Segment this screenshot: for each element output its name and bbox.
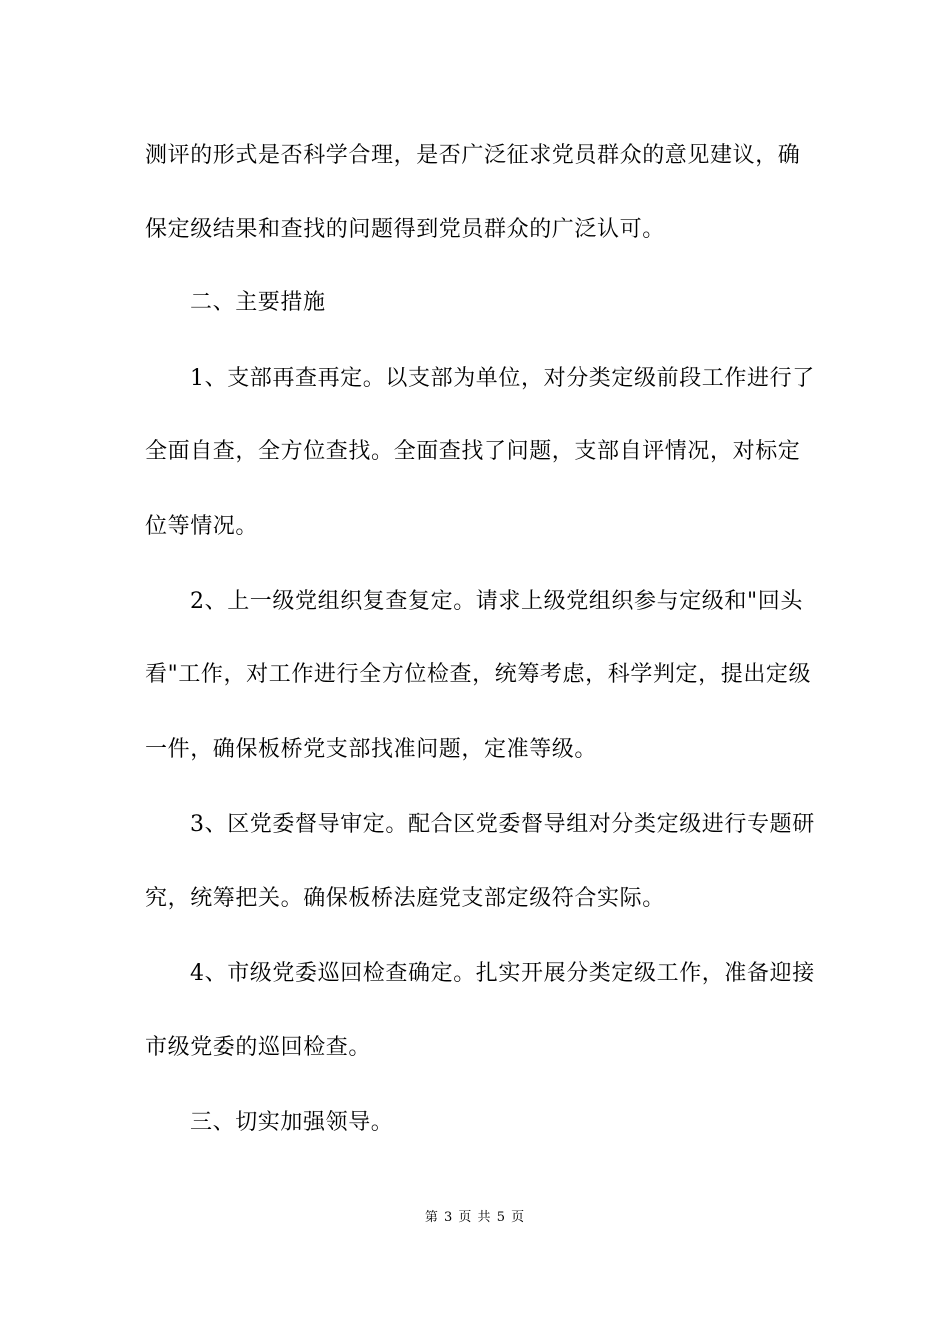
body-text-line: 2、上一级党组织复查复定。请求上级党组织参与定级和"回头 (190, 589, 803, 614)
body-text-line: 位等情况。 (145, 514, 259, 539)
body-text-line: 1、支部再查再定。以支部为单位，对分类定级前段工作进行了 (190, 366, 815, 391)
body-text-line: 保定级结果和查找的问题得到党员群众的广泛认可。 (145, 217, 665, 242)
body-text-line: 3、区党委督导审定。配合区党委督导组对分类定级进行专题研 (190, 812, 815, 837)
body-text-line: 一件，确保板桥党支部找准问题，定准等级。 (145, 737, 598, 762)
body-text-line: 究，统筹把关。确保板桥法庭党支部定级符合实际。 (145, 886, 665, 911)
section-heading: 三、切实加强领导。 (190, 1110, 394, 1135)
page-number-footer: 第 3 页 共 5 页 (424, 1210, 526, 1225)
body-text-line: 市级党委的巡回检查。 (145, 1035, 372, 1060)
body-text-line: 全面自查，全方位查找。全面查找了问题，支部自评情况，对标定 (145, 439, 801, 464)
body-text-line: 4、市级党委巡回检查确定。扎实开展分类定级工作，准备迎接 (190, 961, 815, 986)
body-text-line: 看"工作，对工作进行全方位检查，统筹考虑，科学判定，提出定级 (145, 662, 812, 687)
body-text-line: 测评的形式是否科学合理，是否广泛征求党员群众的意见建议，确 (145, 143, 801, 168)
section-heading: 二、主要措施 (190, 290, 326, 315)
